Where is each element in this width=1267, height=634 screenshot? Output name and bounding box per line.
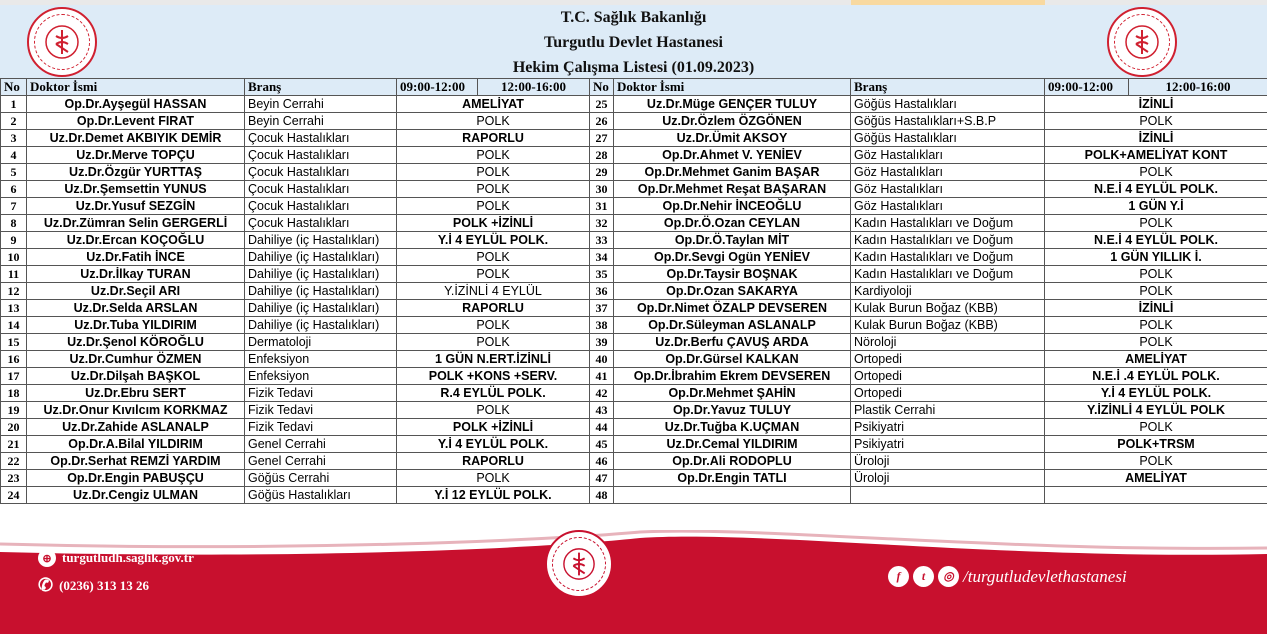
list-title: Hekim Çalışma Listesi (01.09.2023): [512, 59, 755, 76]
row-no: 16: [1, 351, 27, 368]
phone-contact: [38, 575, 149, 596]
branch: Enfeksiyon: [245, 368, 397, 385]
status: AMELİYAT: [1045, 470, 1267, 487]
table-row: [1, 283, 1267, 300]
row-no: 34: [590, 249, 614, 266]
table-row: [1, 402, 1267, 419]
doctor-name: Op.Dr.Ali RODOPLU: [614, 453, 851, 470]
col-pm: 12:00-16:00: [1129, 79, 1267, 96]
branch: Dahiliye (iç Hastalıkları): [245, 317, 397, 334]
doctor-name: Uz.Dr.Merve TOPÇU: [27, 147, 245, 164]
status: İZİNLİ: [1045, 130, 1267, 147]
branch: Kadın Hastalıkları ve Doğum: [851, 249, 1045, 266]
status: N.E.İ .4 EYLÜL POLK.: [1045, 368, 1267, 385]
table-header-row: [1, 79, 1267, 96]
status: POLK: [397, 113, 590, 130]
row-no: 32: [590, 215, 614, 232]
row-no: 40: [590, 351, 614, 368]
doctor-name: Op.Dr.Mehmet Reşat BAŞARAN: [614, 181, 851, 198]
row-no: 14: [1, 317, 27, 334]
doctor-name: Op.Dr.Engin TATLI: [614, 470, 851, 487]
branch: Dermatoloji: [245, 334, 397, 351]
status: AMELİYAT: [397, 96, 590, 113]
table-row: [1, 419, 1267, 436]
branch: Göz Hastalıkları: [851, 198, 1045, 215]
col-no: No: [1, 79, 27, 96]
status: POLK: [1045, 266, 1267, 283]
status: POLK: [1045, 283, 1267, 300]
doctor-name: Op.Dr.Yavuz TULUY: [614, 402, 851, 419]
row-no: 18: [1, 385, 27, 402]
table-row: [1, 470, 1267, 487]
doctor-schedule-table: [0, 78, 1267, 504]
doctor-name: Uz.Dr.Ebru SERT: [27, 385, 245, 402]
branch: Göğüs Hastalıkları: [851, 96, 1045, 113]
status: POLK: [1045, 453, 1267, 470]
row-no: 11: [1, 266, 27, 283]
branch: Dahiliye (iç Hastalıkları): [245, 266, 397, 283]
row-no: 2: [1, 113, 27, 130]
doctor-name: Uz.Dr.Cumhur ÖZMEN: [27, 351, 245, 368]
branch: Psikiyatri: [851, 436, 1045, 453]
row-no: 39: [590, 334, 614, 351]
table-row: [1, 96, 1267, 113]
row-no: 1: [1, 96, 27, 113]
branch: Ortopedi: [851, 368, 1045, 385]
status: POLK: [397, 402, 590, 419]
row-no: 36: [590, 283, 614, 300]
row-no: 15: [1, 334, 27, 351]
branch: [851, 487, 1045, 504]
status: POLK: [397, 266, 590, 283]
doctor-name: Op.Dr.Levent FIRAT: [27, 113, 245, 130]
table-row: [1, 368, 1267, 385]
branch: Ortopedi: [851, 385, 1045, 402]
doctor-name: Op.Dr.Gürsel KALKAN: [614, 351, 851, 368]
status: Y.İ 4 EYLÜL POLK.: [397, 232, 590, 249]
doctor-name: Op.Dr.A.Bilal YILDIRIM: [27, 436, 245, 453]
status: POLK: [397, 317, 590, 334]
row-no: 30: [590, 181, 614, 198]
doctor-name: Op.Dr.İbrahim Ekrem DEVSEREN: [614, 368, 851, 385]
table-row: [1, 436, 1267, 453]
doctor-name: Op.Dr.Süleyman ASLANALP: [614, 317, 851, 334]
status: POLK: [397, 181, 590, 198]
branch: Kadın Hastalıkları ve Doğum: [851, 215, 1045, 232]
status: POLK: [1045, 334, 1267, 351]
table-row: [1, 164, 1267, 181]
col-am: 09:00-12:00: [1045, 79, 1129, 96]
status: POLK +İZİNLİ: [397, 419, 590, 436]
footer: [0, 530, 1267, 634]
status: POLK: [397, 147, 590, 164]
doctor-name: Uz.Dr.Onur Kıvılcım KORKMAZ: [27, 402, 245, 419]
status: POLK +KONS +SERV.: [397, 368, 590, 385]
col-branch: Branş: [851, 79, 1045, 96]
web-icon: ⊕: [38, 549, 56, 567]
branch: Nöroloji: [851, 334, 1045, 351]
row-no: 3: [1, 130, 27, 147]
status: İZİNLİ: [1045, 300, 1267, 317]
doctor-name: Op.Dr.Ahmet V. YENİEV: [614, 147, 851, 164]
branch: Göz Hastalıkları: [851, 181, 1045, 198]
doctor-name: Uz.Dr.Müge GENÇER TULUY: [614, 96, 851, 113]
row-no: 29: [590, 164, 614, 181]
branch: Kulak Burun Boğaz (KBB): [851, 317, 1045, 334]
row-no: 48: [590, 487, 614, 504]
status: POLK +İZİNLİ: [397, 215, 590, 232]
branch: Fizik Tedavi: [245, 402, 397, 419]
twitter-icon[interactable]: t: [913, 566, 934, 587]
branch: Kadın Hastalıkları ve Doğum: [851, 266, 1045, 283]
status: Y.İZİNLİ 4 EYLÜL: [397, 283, 590, 300]
status: N.E.İ 4 EYLÜL POLK.: [1045, 181, 1267, 198]
ministry-title: T.C. Sağlık Bakanlığı: [560, 9, 707, 26]
doctor-name: Op.Dr.Mehmet Ganim BAŞAR: [614, 164, 851, 181]
doctor-name: Op.Dr.Ozan SAKARYA: [614, 283, 851, 300]
row-no: 47: [590, 470, 614, 487]
status: AMELİYAT: [1045, 351, 1267, 368]
doctor-name: Uz.Dr.Zümran Selin GERGERLİ: [27, 215, 245, 232]
website-link[interactable]: [38, 549, 194, 567]
row-no: 26: [590, 113, 614, 130]
table-row: [1, 385, 1267, 402]
status: POLK: [397, 334, 590, 351]
row-no: 21: [1, 436, 27, 453]
branch: Çocuk Hastalıkları: [245, 215, 397, 232]
branch: Göz Hastalıkları: [851, 147, 1045, 164]
branch: Kulak Burun Boğaz (KBB): [851, 300, 1045, 317]
status: POLK: [1045, 113, 1267, 130]
doctor-name: Op.Dr.Ayşegül HASSAN: [27, 96, 245, 113]
instagram-icon[interactable]: ◎: [938, 566, 959, 587]
branch: Kadın Hastalıkları ve Doğum: [851, 232, 1045, 249]
row-no: 44: [590, 419, 614, 436]
doctor-name: Uz.Dr.Fatih İNCE: [27, 249, 245, 266]
doctor-name: Uz.Dr.Şenol KÖROĞLU: [27, 334, 245, 351]
row-no: 35: [590, 266, 614, 283]
table-row: [1, 453, 1267, 470]
social-media: [888, 566, 1127, 587]
row-no: 10: [1, 249, 27, 266]
row-no: 13: [1, 300, 27, 317]
social-handle: /turgutludevlethastanesi: [963, 566, 1127, 586]
doctor-name: Op.Dr.Nehir İNCEOĞLU: [614, 198, 851, 215]
row-no: 41: [590, 368, 614, 385]
status: POLK: [1045, 215, 1267, 232]
branch: Kardiyoloji: [851, 283, 1045, 300]
status: Y.İ 4 EYLÜL POLK.: [397, 436, 590, 453]
branch: Fizik Tedavi: [245, 419, 397, 436]
table-row: [1, 130, 1267, 147]
row-no: 33: [590, 232, 614, 249]
row-no: 43: [590, 402, 614, 419]
row-no: 9: [1, 232, 27, 249]
status: POLK+AMELİYAT KONT: [1045, 147, 1267, 164]
ministry-seal-icon: [545, 530, 613, 598]
table-row: [1, 351, 1267, 368]
doctor-name: Uz.Dr.Tuğba K.UÇMAN: [614, 419, 851, 436]
table-row: [1, 300, 1267, 317]
branch: Beyin Cerrahi: [245, 113, 397, 130]
table-row: [1, 249, 1267, 266]
doctor-name: Op.Dr.Sevgi Ogün YENİEV: [614, 249, 851, 266]
branch: Üroloji: [851, 470, 1045, 487]
doctor-name: Op.Dr.Ö.Taylan MİT: [614, 232, 851, 249]
branch: Dahiliye (iç Hastalıkları): [245, 300, 397, 317]
status: 1 GÜN YILLIK İ.: [1045, 249, 1267, 266]
status: İZİNLİ: [1045, 96, 1267, 113]
branch: Dahiliye (iç Hastalıkları): [245, 232, 397, 249]
row-no: 8: [1, 215, 27, 232]
doctor-name: Uz.Dr.Demet AKBIYIK DEMİR: [27, 130, 245, 147]
status: RAPORLU: [397, 453, 590, 470]
phone-icon: ✆: [38, 575, 54, 595]
facebook-icon[interactable]: f: [888, 566, 909, 587]
status: POLK: [1045, 419, 1267, 436]
branch: Göz Hastalıkları: [851, 164, 1045, 181]
row-no: 42: [590, 385, 614, 402]
branch: Göğüs Hastalıkları+S.B.P: [851, 113, 1045, 130]
branch: Ortopedi: [851, 351, 1045, 368]
document-header: [0, 5, 1267, 78]
branch: Üroloji: [851, 453, 1045, 470]
branch: Genel Cerrahi: [245, 453, 397, 470]
table-row: [1, 232, 1267, 249]
doctor-name: Uz.Dr.Dilşah BAŞKOL: [27, 368, 245, 385]
table-row: [1, 266, 1267, 283]
row-no: 22: [1, 453, 27, 470]
doctor-name: Uz.Dr.Cengiz ULMAN: [27, 487, 245, 504]
doctor-name: Uz.Dr.Ercan KOÇOĞLU: [27, 232, 245, 249]
branch: Dahiliye (iç Hastalıkları): [245, 283, 397, 300]
branch: Plastik Cerrahi: [851, 402, 1045, 419]
doctor-name: Uz.Dr.Tuba YILDIRIM: [27, 317, 245, 334]
doctor-name: Uz.Dr.Özgür YURTTAŞ: [27, 164, 245, 181]
status: N.E.İ 4 EYLÜL POLK.: [1045, 232, 1267, 249]
branch: Beyin Cerrahi: [245, 96, 397, 113]
status: Y.İZİNLİ 4 EYLÜL POLK: [1045, 402, 1267, 419]
row-no: 31: [590, 198, 614, 215]
branch: Enfeksiyon: [245, 351, 397, 368]
doctor-name: Op.Dr.Engin PABUŞÇU: [27, 470, 245, 487]
row-no: 7: [1, 198, 27, 215]
row-no: 19: [1, 402, 27, 419]
doctor-name: Op.Dr.Nimet ÖZALP DEVSEREN: [614, 300, 851, 317]
branch: Fizik Tedavi: [245, 385, 397, 402]
status: Y.İ 12 EYLÜL POLK.: [397, 487, 590, 504]
hospital-title: Turgutlu Devlet Hastanesi: [544, 34, 723, 51]
doctor-name: Uz.Dr.Seçil ARI: [27, 283, 245, 300]
branch: Çocuk Hastalıkları: [245, 164, 397, 181]
row-no: 38: [590, 317, 614, 334]
doctor-name: Uz.Dr.Cemal YILDIRIM: [614, 436, 851, 453]
row-no: 5: [1, 164, 27, 181]
table-row: [1, 198, 1267, 215]
row-no: 37: [590, 300, 614, 317]
doctor-name: Op.Dr.Mehmet ŞAHİN: [614, 385, 851, 402]
status: POLK+TRSM: [1045, 436, 1267, 453]
doctor-name: Op.Dr.Ö.Ozan CEYLAN: [614, 215, 851, 232]
row-no: 45: [590, 436, 614, 453]
status: RAPORLU: [397, 130, 590, 147]
doctor-name: Op.Dr.Serhat REMZİ YARDIM: [27, 453, 245, 470]
table-row: [1, 147, 1267, 164]
branch: Çocuk Hastalıkları: [245, 198, 397, 215]
doctor-name: Uz.Dr.Şemsettin YUNUS: [27, 181, 245, 198]
phone-text: (0236) 313 13 26: [59, 577, 150, 593]
row-no: 46: [590, 453, 614, 470]
table-row: [1, 215, 1267, 232]
col-am: 09:00-12:00: [397, 79, 478, 96]
status: POLK: [397, 470, 590, 487]
row-no: 17: [1, 368, 27, 385]
status: POLK: [1045, 317, 1267, 334]
status: R.4 EYLÜL POLK.: [397, 385, 590, 402]
doctor-name: Uz.Dr.Özlem ÖZGÖNEN: [614, 113, 851, 130]
branch: Çocuk Hastalıkları: [245, 147, 397, 164]
col-doctor: Doktor İsmi: [27, 79, 245, 96]
doctor-name: [614, 487, 851, 504]
status: POLK: [397, 164, 590, 181]
col-no: No: [590, 79, 614, 96]
col-branch: Branş: [245, 79, 397, 96]
branch: Psikiyatri: [851, 419, 1045, 436]
row-no: 24: [1, 487, 27, 504]
status: POLK: [1045, 164, 1267, 181]
status: POLK: [397, 249, 590, 266]
doctor-name: Uz.Dr.Zahide ASLANALP: [27, 419, 245, 436]
row-no: 23: [1, 470, 27, 487]
status: POLK: [397, 198, 590, 215]
branch: Göğüs Hastalıkları: [245, 487, 397, 504]
branch: Dahiliye (iç Hastalıkları): [245, 249, 397, 266]
status: 1 GÜN N.ERT.İZİNLİ: [397, 351, 590, 368]
row-no: 4: [1, 147, 27, 164]
col-pm: 12:00-16:00: [478, 79, 590, 96]
doctor-name: Uz.Dr.Ümit AKSOY: [614, 130, 851, 147]
branch: Çocuk Hastalıkları: [245, 181, 397, 198]
row-no: 20: [1, 419, 27, 436]
website-text: turgutludh.saglik.gov.tr: [62, 550, 194, 565]
row-no: 28: [590, 147, 614, 164]
branch: Göğüs Hastalıkları: [851, 130, 1045, 147]
row-no: 12: [1, 283, 27, 300]
doctor-name: Uz.Dr.Selda ARSLAN: [27, 300, 245, 317]
doctor-name: Uz.Dr.Berfu ÇAVUŞ ARDA: [614, 334, 851, 351]
doctor-name: Uz.Dr.Yusuf SEZGİN: [27, 198, 245, 215]
row-no: 6: [1, 181, 27, 198]
branch: Göğüs Cerrahi: [245, 470, 397, 487]
status: Y.İ 4 EYLÜL POLK.: [1045, 385, 1267, 402]
doctor-name: Uz.Dr.İlkay TURAN: [27, 266, 245, 283]
doctor-name: Op.Dr.Taysir BOŞNAK: [614, 266, 851, 283]
table-row: [1, 487, 1267, 504]
table-row: [1, 334, 1267, 351]
branch: Genel Cerrahi: [245, 436, 397, 453]
row-no: 25: [590, 96, 614, 113]
row-no: 27: [590, 130, 614, 147]
table-row: [1, 181, 1267, 198]
status: [1045, 487, 1267, 504]
status: 1 GÜN Y.İ: [1045, 198, 1267, 215]
branch: Çocuk Hastalıkları: [245, 130, 397, 147]
status: RAPORLU: [397, 300, 590, 317]
table-row: [1, 113, 1267, 130]
table-row: [1, 317, 1267, 334]
col-doctor: Doktor İsmi: [614, 79, 851, 96]
